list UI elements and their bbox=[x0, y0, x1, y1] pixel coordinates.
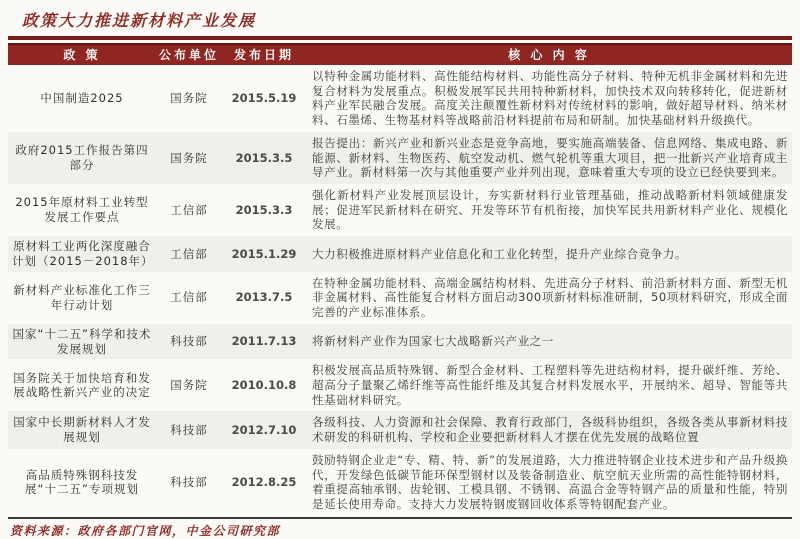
content-cell: 在特种金属功能材料、高端金属结构材料、先进高分子材料、前沿新材料方面、新型无机非金属材料、高性能复合材料方面启动300项新材料标准研制，50项材料研究，形成全面完善的产业标准体系。 bbox=[312, 275, 788, 320]
date-cell: 2013.7.5 bbox=[235, 290, 293, 305]
policy-cell: 国务院关于加快培育和发展战略性新兴产业的决定 bbox=[13, 370, 151, 400]
agency-cell: 科技部 bbox=[170, 422, 208, 437]
policy-table bbox=[8, 43, 792, 516]
table-row bbox=[8, 449, 792, 516]
table-row bbox=[8, 324, 792, 359]
table-row bbox=[8, 272, 792, 324]
date-cell: 2012.7.10 bbox=[231, 422, 297, 437]
header-date: 发布日期 bbox=[233, 48, 294, 62]
policy-cell: 新材料产业标准化工作三年行动计划 bbox=[13, 282, 151, 312]
table-row bbox=[8, 65, 792, 132]
date-cell: 2015.3.3 bbox=[235, 202, 293, 217]
agency-cell: 工信部 bbox=[170, 202, 208, 217]
content-cell: 将新材料产业作为国家七大战略新兴产业之一 bbox=[312, 334, 554, 349]
agency-cell: 科技部 bbox=[170, 334, 208, 349]
policy-cell: 2015年原材料工业转型发展工作要点 bbox=[15, 195, 149, 225]
agency-cell: 科技部 bbox=[170, 474, 208, 489]
table-row bbox=[8, 411, 792, 448]
policy-cell: 政府2015工作报告第四部分 bbox=[15, 143, 149, 172]
date-cell: 2015.5.19 bbox=[231, 91, 297, 106]
date-cell: 2012.8.25 bbox=[231, 474, 297, 489]
content-cell: 报告提出：新兴产业和新兴业态是竞争高地，要实施高端装备、信息网络、集成电路、新能源、新材料、生物医药、航空发动机、燃气轮机等重大项目，把一批新兴产业培育成主导产业。新材料第一次与其他重要产业并列出现，意味着重大专项的设立已经快要到来。 bbox=[312, 135, 788, 180]
content-cell: 以特种金属功能材料、高性能结构材料、功能性高分子材料、特种无机非金属材料和先进复合材料为发展重点。积极发展军民共用特种新材料，加快技术双向转移转化，促进新材料产业军民融合发展。高度关注颠覆性新材料对传统材料的影响，做好超导材料、纳米材料、石墨烯、生物基材料等战略前沿材料提前布局和研制。加快基础材料升级换代。 bbox=[312, 69, 788, 128]
policy-cell: 国家“十二五”科学和技术发展规划 bbox=[12, 326, 152, 356]
agency-cell: 国务院 bbox=[170, 91, 208, 106]
table-row bbox=[8, 132, 792, 184]
header-agency: 公布单位 bbox=[158, 48, 219, 62]
content-cell: 各级科技、人力资源和社会保障、教育行政部门，各级科协组织，各级各类从事新材料技术研发的科研机构、学校和企业要把新材料人才摆在优先发展的战略位置 bbox=[312, 415, 788, 445]
content-cell: 大力积极推进原材料产业信息化和工业化转型，提升产业综合竞争力。 bbox=[312, 246, 688, 261]
content-cell: 积极发展高品质特殊钢、新型合金材料、工程塑料等先进结构材料，提升碳纤维、芳纶、超高分子量聚乙烯纤维等高性能纤维及其复合材料发展水平，开展纳米、超导、智能等共性基础材料研究。 bbox=[312, 363, 788, 407]
policy-cell: 中国制造2025 bbox=[40, 91, 124, 106]
page-title: 政策大力推进新材料产业发展 bbox=[22, 11, 257, 30]
agency-cell: 工信部 bbox=[170, 246, 208, 261]
table-header-row bbox=[8, 43, 792, 65]
agency-cell: 国务院 bbox=[170, 150, 208, 165]
date-cell: 2015.3.5 bbox=[235, 150, 293, 165]
agency-cell: 工信部 bbox=[170, 290, 208, 305]
date-cell: 2011.7.13 bbox=[231, 334, 297, 349]
table-row bbox=[8, 184, 792, 236]
source-note: 资料来源：政府各部门官网，中金公司研究部 bbox=[8, 517, 792, 539]
content-cell: 鼓励特钢企业走“专、精、特、新”的发展道路，大力推进特钢企业技术进步和产品升级换代，开发绿色低碳节能环保型钢材以及装备制造业、航空航天业所需的高性能特钢材料，着重提高轴承钢、齿轮钢、工模具钢、不锈钢、高温合金等特钢产品的质量和性能，特别是延长使用寿命。支持大力发展特钢废钢回收体系等特钢配套产业。 bbox=[312, 452, 788, 511]
header-content: 核 心 内 容 bbox=[508, 48, 590, 62]
table-row bbox=[8, 359, 792, 411]
date-cell: 2015.1.29 bbox=[231, 246, 297, 261]
date-cell: 2010.10.8 bbox=[231, 377, 297, 392]
title-underline bbox=[8, 36, 792, 40]
policy-cell: 国家中长期新材料人才发展规划 bbox=[13, 415, 151, 445]
content-cell: 强化新材料产业发展顶层设计，夯实新材料行业管理基础，推动战略新材料领域健康发展；促进军民新材料在研究、开发等环节有机衔接，加快军民共用新材料产业化、规模化发展。 bbox=[312, 188, 788, 232]
agency-cell: 国务院 bbox=[170, 377, 208, 392]
policy-cell: 高品质特殊钢科技发展“十二五”专项规划 bbox=[25, 467, 139, 497]
header-policy: 政 策 bbox=[63, 48, 101, 62]
table-row bbox=[8, 236, 792, 271]
policy-cell: 原材料工业两化深度融合计划（2015－2018年） bbox=[12, 239, 154, 268]
